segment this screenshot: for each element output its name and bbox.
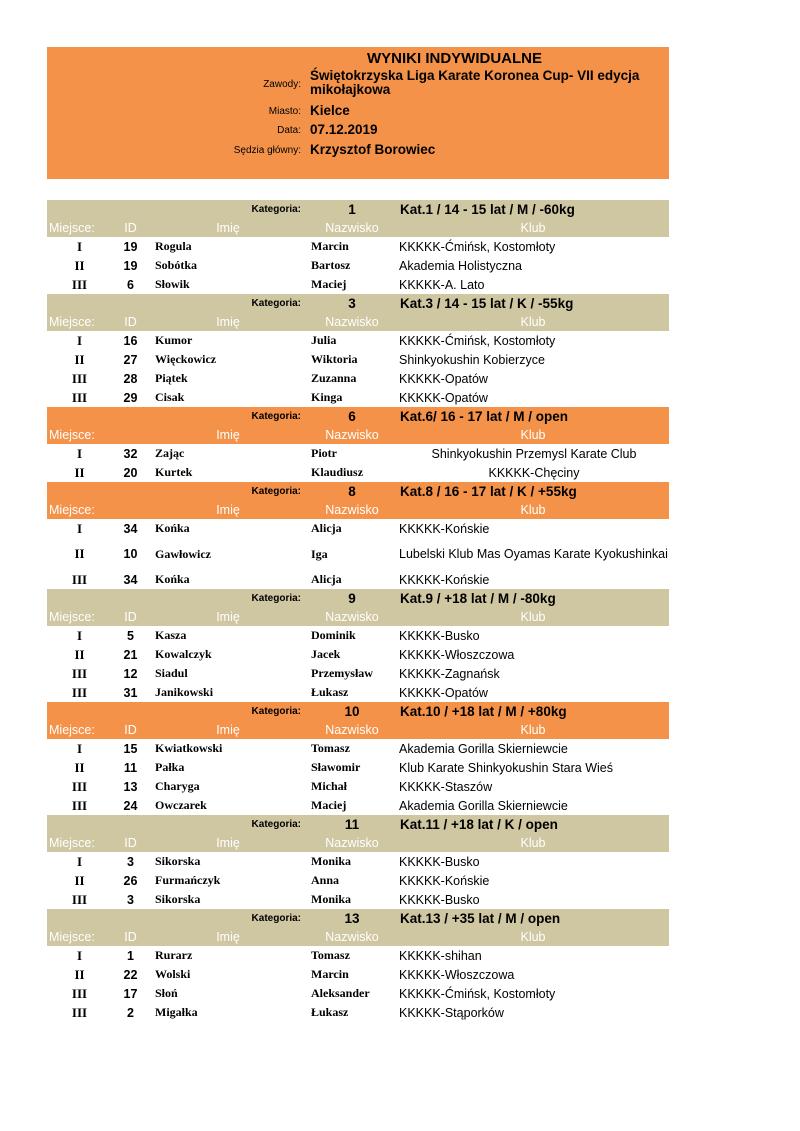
surname-cell: Zając (155, 446, 185, 460)
col-header-id: ID (112, 721, 149, 739)
club-cell: Klub Karate Shinkyokushin Stara Wieś (399, 760, 613, 775)
table-row (47, 237, 669, 256)
place-cell: II (74, 646, 85, 662)
category-number: 11 (307, 815, 397, 834)
results-table (47, 200, 669, 1022)
place-cell: III (71, 389, 88, 405)
col-header-miejsce: Miejsce: (47, 313, 112, 331)
col-header-imie: Imię (149, 721, 307, 739)
column-header-row (47, 501, 669, 519)
category-name: Kat.9 / +18 lat / M / -80kg (397, 589, 669, 608)
id-cell: 31 (123, 685, 138, 700)
place-cell: II (74, 966, 85, 982)
category-header (47, 482, 669, 501)
category-spacer (47, 200, 149, 219)
firstname-cell: Marcin (311, 967, 349, 981)
club-cell: KKKKK-Zagnańsk (399, 666, 500, 681)
col-header-miejsce: Miejsce: (47, 721, 112, 739)
col-header-imie: Imię (149, 608, 307, 626)
surname-cell: Rurarz (155, 948, 193, 962)
category-label: Kategoria: (149, 909, 307, 928)
firstname-cell: Tomasz (311, 948, 350, 962)
data-label: Data: (277, 125, 301, 136)
id-cell: 21 (123, 647, 138, 662)
id-cell: 26 (123, 873, 138, 888)
table-row (47, 777, 669, 796)
col-header-imie: Imię (149, 501, 307, 519)
category-header (47, 407, 669, 426)
place-cell: I (76, 627, 83, 643)
id-cell: 29 (123, 390, 138, 405)
category-name: Kat.8 / 16 - 17 lat / K / +55kg (397, 482, 669, 501)
col-header-klub: Klub (397, 426, 669, 444)
place-cell: I (76, 332, 83, 348)
category-name: Kat.1 / 14 - 15 lat / M / -60kg (397, 200, 669, 219)
col-header-klub: Klub (397, 834, 669, 852)
place-cell: III (71, 985, 88, 1001)
club-cell: Akademia Gorilla Skierniewcie (399, 798, 568, 813)
surname-cell: Końka (155, 521, 190, 535)
club-cell: KKKKK-shihan (399, 948, 482, 963)
zawody-value: Świętokrzyska Liga Karate Koronea Cup- VII edycja mikołajkowa (310, 68, 640, 97)
club-cell: KKKKK-Końskie (399, 572, 490, 587)
category-number: 10 (307, 702, 397, 721)
header-block (47, 47, 669, 179)
place-cell: I (76, 853, 83, 869)
col-header-id: ID (112, 928, 149, 946)
data-value: 07.12.2019 (310, 122, 378, 137)
col-header-id: ID (112, 313, 149, 331)
table-row (47, 538, 669, 570)
place-cell: II (74, 464, 85, 480)
club-cell: KKKKK-Opatów (399, 685, 488, 700)
place-cell: III (71, 276, 88, 292)
firstname-cell: Tomasz (311, 741, 350, 755)
table-row (47, 463, 669, 482)
zawody-label: Zawody: (263, 79, 301, 90)
category-spacer (47, 815, 149, 834)
col-header-miejsce: Miejsce: (47, 501, 112, 519)
category-header (47, 589, 669, 608)
column-header-row (47, 928, 669, 946)
col-header-nazwisko: Nazwisko (307, 426, 397, 444)
table-row (47, 1003, 669, 1022)
col-header-imie: Imię (149, 313, 307, 331)
id-cell: 12 (123, 666, 138, 681)
surname-cell: Kowalczyk (155, 647, 212, 661)
col-header-id: ID (112, 834, 149, 852)
club-cell: KKKKK-Ćmińsk, Kostomłoty (399, 333, 556, 348)
firstname-cell: Iga (311, 546, 328, 561)
table-row (47, 946, 669, 965)
id-cell: 19 (123, 258, 138, 273)
surname-cell: Owczarek (155, 798, 207, 812)
category-header (47, 815, 669, 834)
surname-cell: Kwiatkowski (155, 741, 223, 755)
col-header-klub: Klub (397, 219, 669, 237)
table-row (47, 739, 669, 758)
id-cell: 34 (123, 521, 138, 536)
id-cell: 27 (123, 352, 138, 367)
category-header (47, 702, 669, 721)
id-cell: 2 (127, 1005, 134, 1020)
category-header (47, 294, 669, 313)
surname-cell: Sikorska (155, 892, 201, 906)
place-cell: III (71, 778, 88, 794)
club-cell: KKKKK-Busko (399, 628, 480, 643)
id-cell: 11 (123, 760, 138, 775)
club-cell: KKKKK-Staszów (399, 779, 493, 794)
id-cell: 3 (127, 854, 134, 869)
col-header-nazwisko: Nazwisko (307, 834, 397, 852)
column-header-row (47, 834, 669, 852)
surname-cell: Siadul (155, 666, 188, 680)
club-cell: Shinkyokushin Kobierzyce (399, 352, 545, 367)
club-cell: KKKKK-A. Lato (399, 277, 485, 292)
firstname-cell: Łukasz (311, 1005, 349, 1019)
firstname-cell: Piotr (311, 446, 337, 460)
firstname-cell: Alicja (311, 572, 342, 586)
club-cell: KKKKK-Włoszczowa (399, 967, 515, 982)
category-name: Kat.6/ 16 - 17 lat / M / open (397, 407, 669, 426)
column-header-row (47, 608, 669, 626)
id-cell: 20 (123, 465, 138, 480)
club-cell: KKKKK-Opatów (399, 371, 488, 386)
category-number: 6 (307, 407, 397, 426)
col-header-klub: Klub (397, 501, 669, 519)
col-header-miejsce: Miejsce: (47, 426, 112, 444)
column-header-row (47, 313, 669, 331)
firstname-cell: Alicja (311, 521, 342, 535)
place-cell: II (74, 759, 85, 775)
table-row (47, 570, 669, 589)
club-cell: Shinkyokushin Przemysl Karate Club (431, 446, 637, 461)
surname-cell: Wolski (155, 967, 191, 981)
table-row (47, 758, 669, 777)
table-row (47, 664, 669, 683)
place-cell: I (76, 238, 83, 254)
id-cell: 3 (127, 892, 134, 907)
table-row (47, 275, 669, 294)
category-spacer (47, 294, 149, 313)
id-cell: 22 (123, 967, 138, 982)
table-row (47, 369, 669, 388)
club-cell: KKKKK-Busko (399, 892, 480, 907)
club-cell: KKKKK-Opatów (399, 390, 488, 405)
col-header-miejsce: Miejsce: (47, 219, 112, 237)
col-header-id (112, 501, 149, 519)
id-cell: 10 (123, 547, 138, 561)
surname-cell: Słowik (155, 277, 190, 291)
category-spacer (47, 589, 149, 608)
place-cell: II (74, 546, 85, 561)
col-header-nazwisko: Nazwisko (307, 928, 397, 946)
id-cell: 28 (123, 371, 138, 386)
surname-cell: Kasza (155, 628, 187, 642)
results-body (47, 200, 669, 1022)
firstname-cell: Wiktoria (311, 352, 358, 366)
place-cell: I (76, 740, 83, 756)
surname-cell: Więckowicz (155, 352, 217, 366)
place-cell: II (74, 351, 85, 367)
surname-cell: Janikowski (155, 685, 214, 699)
column-header-row (47, 426, 669, 444)
category-header (47, 200, 669, 219)
club-cell: KKKKK-Końskie (399, 873, 490, 888)
col-header-miejsce: Miejsce: (47, 834, 112, 852)
sedzia-label: Sędzia główny: (233, 145, 301, 156)
club-cell: Akademia Holistyczna (399, 258, 522, 273)
place-cell: I (76, 445, 83, 461)
club-cell: KKKKK-Włoszczowa (399, 647, 515, 662)
firstname-cell: Monika (311, 854, 352, 868)
category-name: Kat.13 / +35 lat / M / open (397, 909, 669, 928)
col-header-klub: Klub (397, 608, 669, 626)
place-cell: I (76, 947, 83, 963)
id-cell: 19 (123, 239, 138, 254)
firstname-cell: Anna (311, 873, 340, 887)
firstname-cell: Bartosz (311, 258, 351, 272)
club-cell: KKKKK-Chęciny (488, 465, 580, 480)
id-cell: 5 (127, 628, 134, 643)
category-spacer (47, 702, 149, 721)
miasto-label: Miasto: (268, 106, 301, 117)
id-cell: 6 (127, 277, 134, 292)
col-header-nazwisko: Nazwisko (307, 313, 397, 331)
table-row (47, 444, 669, 463)
club-cell: KKKKK-Końskie (399, 521, 490, 536)
club-cell: Lubelski Klub Mas Oyamas Karate Kyokushinkai (399, 547, 668, 561)
category-name: Kat.3 / 14 - 15 lat / K / -55kg (397, 294, 669, 313)
club-cell: Akademia Gorilla Skierniewcie (399, 741, 568, 756)
table-row (47, 965, 669, 984)
place-cell: III (71, 891, 88, 907)
table-row (47, 350, 669, 369)
col-header-nazwisko: Nazwisko (307, 219, 397, 237)
surname-cell: Piątek (155, 371, 188, 385)
column-header-row (47, 721, 669, 739)
place-cell: III (71, 571, 88, 587)
id-cell: 16 (123, 333, 138, 348)
table-row (47, 519, 669, 538)
firstname-cell: Kinga (311, 390, 343, 404)
category-number: 3 (307, 294, 397, 313)
surname-cell: Furmańczyk (155, 873, 221, 887)
firstname-cell: Aleksander (311, 986, 370, 1000)
place-cell: III (71, 370, 88, 386)
category-label: Kategoria: (149, 815, 307, 834)
club-cell: KKKKK-Busko (399, 854, 480, 869)
id-cell: 32 (123, 446, 138, 461)
col-header-imie: Imię (149, 219, 307, 237)
place-cell: II (74, 257, 85, 273)
table-row (47, 256, 669, 275)
id-cell: 34 (123, 572, 138, 587)
category-spacer (47, 482, 149, 501)
category-label: Kategoria: (149, 702, 307, 721)
table-row (47, 388, 669, 407)
firstname-cell: Klaudiusz (311, 465, 364, 479)
col-header-miejsce: Miejsce: (47, 928, 112, 946)
category-header (47, 909, 669, 928)
category-label: Kategoria: (149, 294, 307, 313)
table-row (47, 871, 669, 890)
col-header-nazwisko: Nazwisko (307, 721, 397, 739)
firstname-cell: Monika (311, 892, 352, 906)
table-row (47, 645, 669, 664)
table-row (47, 852, 669, 871)
id-cell: 13 (123, 779, 138, 794)
col-header-id: ID (112, 608, 149, 626)
table-row (47, 984, 669, 1003)
table-row (47, 683, 669, 702)
category-spacer (47, 909, 149, 928)
surname-cell: Kurtek (155, 465, 193, 479)
firstname-cell: Michał (311, 779, 347, 793)
document-title: WYNIKI INDYWIDUALNE (367, 50, 542, 67)
col-header-miejsce: Miejsce: (47, 608, 112, 626)
column-header-row (47, 219, 669, 237)
category-label: Kategoria: (149, 200, 307, 219)
surname-cell: Końka (155, 572, 190, 586)
category-label: Kategoria: (149, 589, 307, 608)
table-row (47, 890, 669, 909)
id-cell: 1 (127, 948, 134, 963)
col-header-imie: Imię (149, 834, 307, 852)
place-cell: II (74, 872, 85, 888)
results-document (47, 47, 669, 1022)
firstname-cell: Maciej (311, 798, 347, 812)
place-cell: III (71, 684, 88, 700)
place-cell: III (71, 665, 88, 681)
col-header-klub: Klub (397, 721, 669, 739)
category-label: Kategoria: (149, 407, 307, 426)
firstname-cell: Łukasz (311, 685, 349, 699)
place-cell: III (71, 797, 88, 813)
firstname-cell: Maciej (311, 277, 347, 291)
category-number: 13 (307, 909, 397, 928)
firstname-cell: Marcin (311, 239, 349, 253)
col-header-id: ID (112, 219, 149, 237)
surname-cell: Gawłowicz (155, 546, 211, 561)
firstname-cell: Dominik (311, 628, 356, 642)
col-header-klub: Klub (397, 313, 669, 331)
club-cell: KKKKK-Ćmińsk, Kostomłoty (399, 239, 556, 254)
surname-cell: Słoń (155, 986, 178, 1000)
col-header-klub: Klub (397, 928, 669, 946)
surname-cell: Sobótka (155, 258, 198, 272)
col-header-id (112, 426, 149, 444)
table-row (47, 626, 669, 645)
firstname-cell: Julia (311, 333, 337, 347)
surname-cell: Sikorska (155, 854, 201, 868)
place-cell: I (76, 520, 83, 536)
table-row (47, 796, 669, 815)
col-header-imie: Imię (149, 928, 307, 946)
firstname-cell: Przemysław (311, 666, 373, 680)
col-header-nazwisko: Nazwisko (307, 608, 397, 626)
category-spacer (47, 407, 149, 426)
id-cell: 17 (123, 986, 138, 1001)
category-name: Kat.11 / +18 lat / K / open (397, 815, 669, 834)
category-number: 9 (307, 589, 397, 608)
id-cell: 15 (123, 741, 138, 756)
col-header-imie: Imię (149, 426, 307, 444)
category-number: 1 (307, 200, 397, 219)
firstname-cell: Zuzanna (311, 371, 357, 385)
firstname-cell: Jacek (311, 647, 341, 661)
surname-cell: Charyga (155, 779, 200, 793)
category-name: Kat.10 / +18 lat / M / +80kg (397, 702, 669, 721)
miasto-value: Kielce (310, 103, 350, 118)
club-cell: KKKKK-Ćmińsk, Kostomłoty (399, 986, 556, 1001)
firstname-cell: Sławomir (311, 760, 361, 774)
surname-cell: Pałka (155, 760, 185, 774)
surname-cell: Migałka (155, 1005, 198, 1019)
table-row (47, 331, 669, 350)
place-cell: III (71, 1004, 88, 1020)
id-cell: 24 (123, 798, 138, 813)
surname-cell: Cisak (155, 390, 185, 404)
category-label: Kategoria: (149, 482, 307, 501)
club-cell: KKKKK-Stąporków (399, 1005, 504, 1020)
category-number: 8 (307, 482, 397, 501)
surname-cell: Kumor (155, 333, 193, 347)
sedzia-value: Krzysztof Borowiec (310, 142, 436, 157)
col-header-nazwisko: Nazwisko (307, 501, 397, 519)
surname-cell: Rogula (155, 239, 192, 253)
